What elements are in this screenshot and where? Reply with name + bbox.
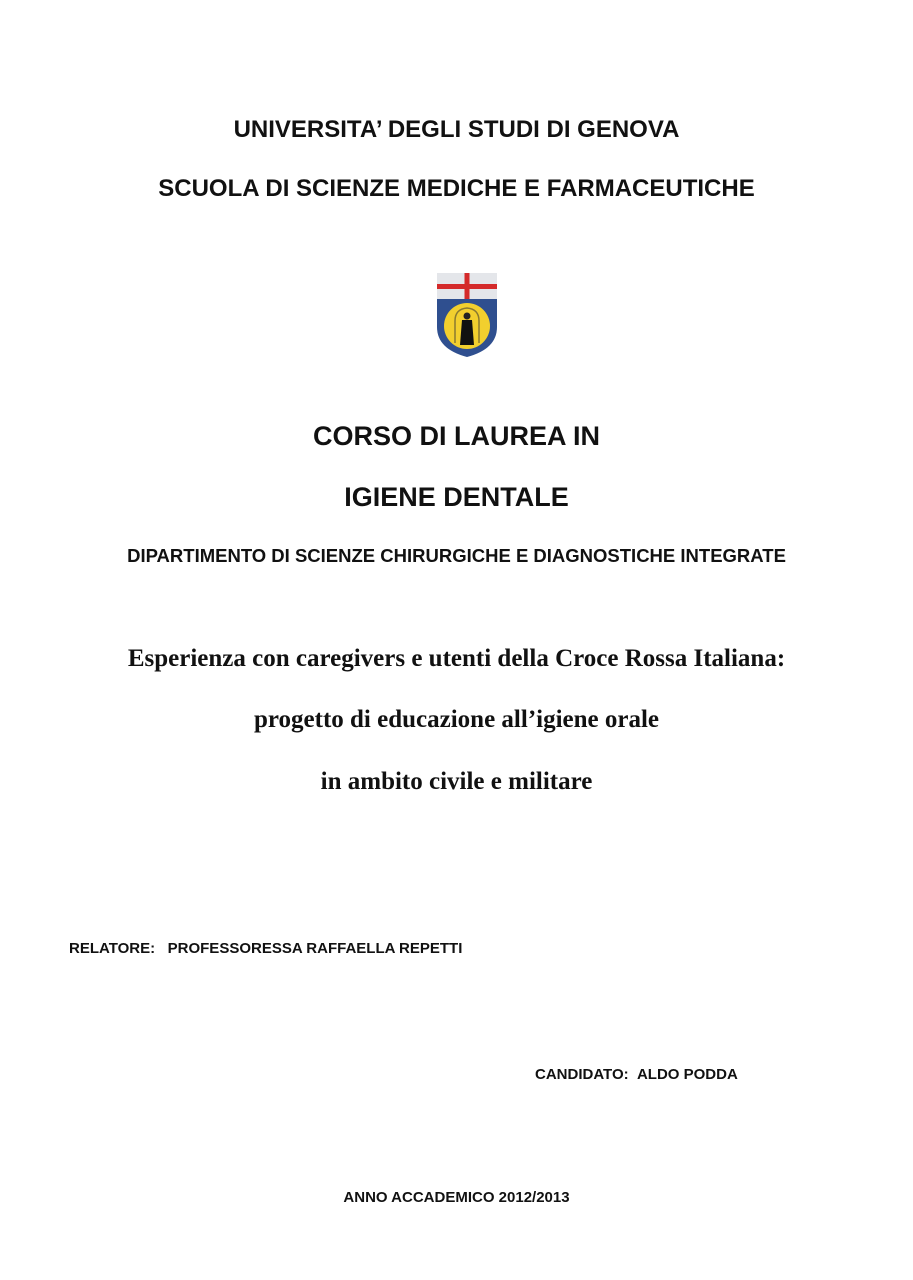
academic-year: ANNO ACCADEMICO 2012/2013 bbox=[343, 1189, 570, 1206]
course-line-1: CORSO DI LAUREA IN bbox=[312, 421, 600, 451]
course-line-2: IGIENE DENTALE bbox=[344, 482, 569, 512]
department-name: DIPARTIMENTO DI SCIENZE CHIRURGICHE E DIAGNOSTICHE INTEGRATE bbox=[127, 545, 786, 566]
thesis-title-line-3: in ambito civile e militare bbox=[320, 768, 593, 795]
thesis-title-line-1: Esperienza con caregivers e utenti della Croce Rossa Italiana: bbox=[127, 645, 786, 672]
relatore-name: PROFESSORESSA RAFFAELLA REPETTI bbox=[167, 940, 463, 957]
school-name: SCUOLA DI SCIENZE MEDICHE E FARMACEUTICHE bbox=[158, 175, 755, 202]
relatore-label: RELATORE: bbox=[69, 940, 156, 957]
candidato-name: ALDO PODDA bbox=[636, 1066, 738, 1083]
relatore bbox=[69, 940, 462, 957]
university-crest-icon bbox=[435, 271, 499, 359]
thesis-title-line-2: progetto di educazione all’igiene orale bbox=[253, 706, 660, 733]
candidato bbox=[535, 1066, 738, 1083]
university-name: UNIVERSITA’ DEGLI STUDI DI GENOVA bbox=[233, 116, 680, 143]
candidato-label: CANDIDATO: bbox=[535, 1066, 629, 1083]
